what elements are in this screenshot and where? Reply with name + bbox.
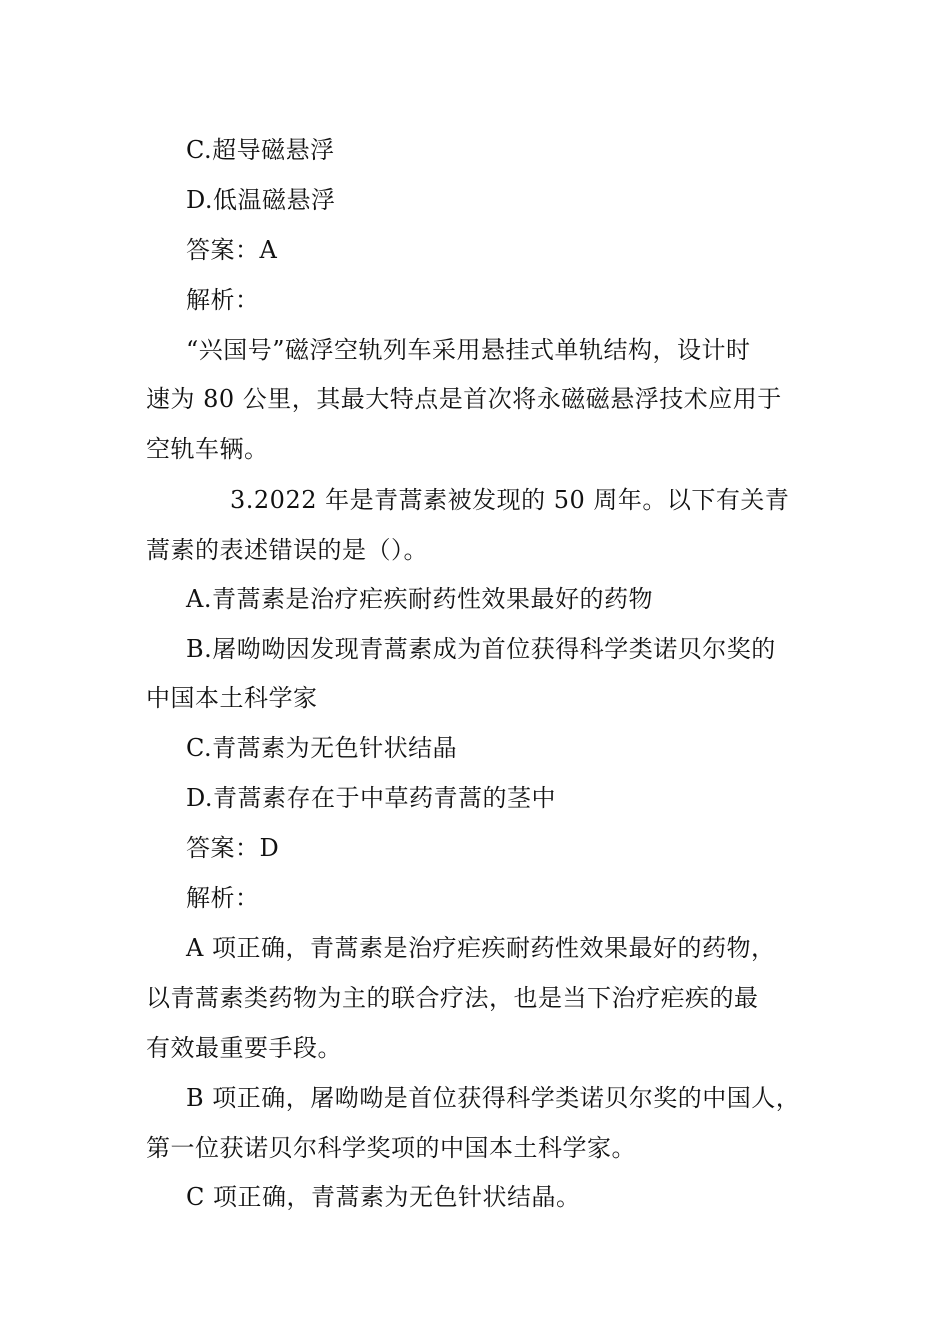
q3-option-c: C.青蒿素为无色针状结晶 [186,734,458,762]
q2-analysis-line-3: 空轨车辆。 [146,435,269,463]
q2-option-d: D.低温磁悬浮 [186,186,336,214]
q2-analysis-line-2: 速为 80 公里，其最大特点是首次将永磁磁悬浮技术应用于 [146,385,782,413]
q3-option-a: A.青蒿素是治疗疟疾耐药性效果最好的药物 [186,585,653,613]
q2-analysis-line-1: “兴国号”磁浮空轨列车采用悬挂式单轨结构，设计时 [186,336,751,364]
q3-analysis-a-line-2: 以青蒿素类药物为主的联合疗法，也是当下治疗疟疾的最 [146,984,759,1012]
q2-answer: 答案：A [186,236,278,264]
q3-analysis-b-line-2: 第一位获诺贝尔科学奖项的中国本土科学家。 [146,1134,636,1162]
q3-analysis-b-line-1: B 项正确，屠呦呦是首位获得科学类诺贝尔奖的中国人， [186,1084,801,1112]
q3-analysis-label: 解析： [186,884,260,912]
q3-question-line-1: 3.2022 年是青蒿素被发现的 50 周年。以下有关青 [230,486,790,514]
q3-question-line-2: 蒿素的表述错误的是（）。 [146,536,428,564]
q3-option-d: D.青蒿素存在于中草药青蒿的茎中 [186,784,557,812]
q3-analysis-c: C 项正确，青蒿素为无色针状结晶。 [186,1183,581,1211]
q3-analysis-a-line-3: 有效最重要手段。 [146,1034,342,1062]
q3-answer: 答案：D [186,834,280,862]
q3-option-b-line-1: B.屠呦呦因发现青蒿素成为首位获得科学类诺贝尔奖的 [186,635,776,663]
q3-option-b-line-2: 中国本土科学家 [146,684,318,712]
q2-option-c: C.超导磁悬浮 [186,136,335,164]
q3-analysis-a-line-1: A 项正确，青蒿素是治疗疟疾耐药性效果最好的药物， [186,934,776,962]
q2-analysis-label: 解析： [186,286,260,314]
